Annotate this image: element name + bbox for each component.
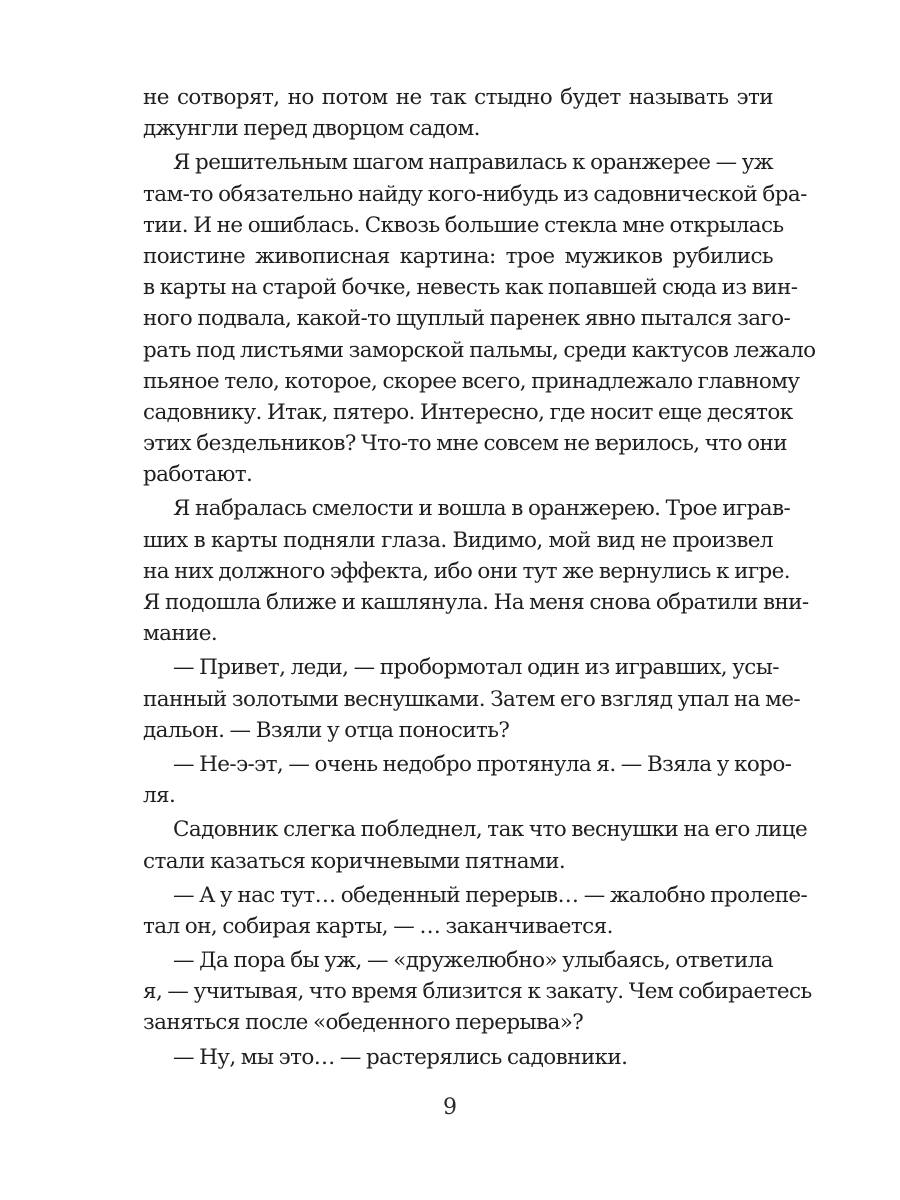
text-line: поистине живописная картина: трое мужиков рубились — [143, 243, 773, 269]
text-line: — А у нас тут… обеденный перерыв… — жалобно пролепе- — [173, 882, 808, 908]
paragraph — [143, 652, 800, 746]
paragraph — [143, 945, 812, 1039]
text-line: Я решительным шагом направилась к оранжерее — уж — [173, 150, 773, 176]
text-line: ших в карты подняли глаза. Видимо, мой вид не произвел — [143, 527, 773, 553]
text-line: джунгли перед дворцом садом. — [143, 116, 480, 142]
text-line: тии. И не ошиблась. Сквозь большие стекла мне открылась — [143, 212, 784, 238]
paragraph — [143, 493, 809, 649]
paragraph — [143, 1042, 773, 1073]
text-line: ля. — [143, 783, 176, 809]
text-line: работают. — [143, 462, 253, 488]
text-line: Садовник слегка побледнел, так что веснушки на его лице — [173, 817, 808, 843]
text-line: — Да пора бы уж, — «дружелюбно» улыбаясь, ответила — [173, 948, 773, 974]
text-line: этих бездельников? Что-то мне совсем не верилось, что они — [143, 431, 787, 457]
text-line: садовнику. Итак, пятеро. Интересно, где носит еще десяток — [143, 399, 793, 425]
paragraph — [143, 814, 808, 876]
text-line: рать под листьями заморской пальмы, среди кактусов лежало — [143, 337, 816, 363]
book-page-body — [143, 82, 816, 1073]
text-line: панный золотыми веснушками. Затем его взгляд упал на ме- — [143, 686, 800, 712]
text-line: там-то обязательно найду кого-нибудь из садовнической бра- — [143, 181, 807, 207]
text-line: на них должного эффекта, ибо они тут же вернулись к игре. — [143, 558, 791, 584]
text-line: пьяное тело, которое, скорее всего, принадлежало главному — [143, 368, 800, 394]
text-line: не сотворят, но потом не так стыдно будет называть эти — [143, 85, 773, 110]
text-line: в карты на старой бочке, невесть как попавшей сюда из вин- — [143, 275, 798, 301]
text-line: мание. — [143, 621, 218, 647]
paragraph — [143, 880, 808, 942]
text-line: я, — учитывая, что время близится к закату. Чем собираетесь — [143, 979, 812, 1005]
text-line: — Ну, мы это… — растерялись садовники. — [173, 1044, 628, 1070]
paragraph — [143, 147, 816, 490]
text-line: стали казаться коричневыми пятнами. — [143, 848, 566, 874]
text-line: Я подошла ближе и кашлянула. На меня снова обратили вни- — [143, 590, 809, 615]
page-number: 9 — [443, 1095, 457, 1120]
paragraph — [143, 82, 773, 144]
text-line: Я набралась смелости и вошла в оранжерею. Трое играв- — [173, 496, 791, 522]
text-line: — Не-э-эт, — очень недобро протянула я. — Взяла у коро- — [173, 751, 792, 777]
paragraph — [143, 749, 792, 811]
text-line: тал он, собирая карты, — … заканчивается. — [143, 913, 613, 939]
text-line: ного подвала, какой-то щуплый паренек явно пытался заго- — [143, 306, 791, 332]
text-line: дальон. — Взяли у отца поносить? — [143, 717, 510, 743]
text-line: — Привет, леди, — пробормотал один из игравших, усы- — [173, 655, 779, 681]
text-line: заняться после «обеденного перерыва»? — [143, 1010, 584, 1036]
